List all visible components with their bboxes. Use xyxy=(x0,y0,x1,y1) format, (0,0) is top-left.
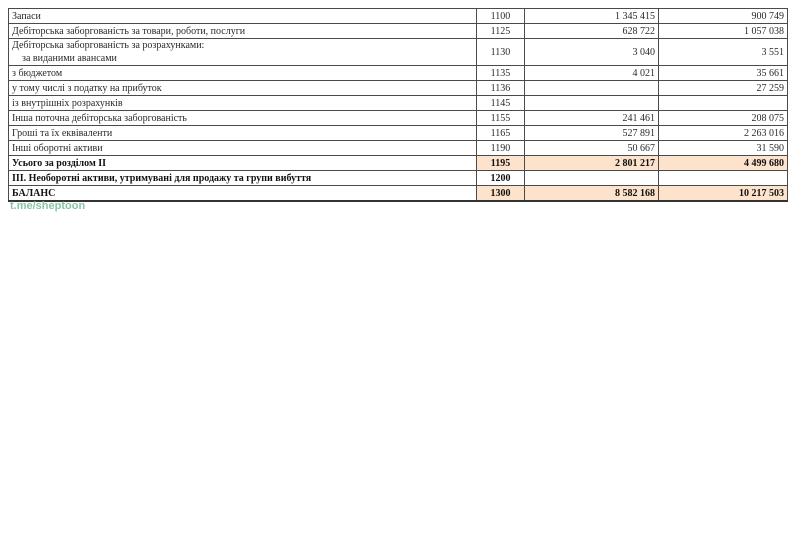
row-label: Інша поточна дебіторська заборгованість xyxy=(9,111,477,126)
row-code: 1200 xyxy=(477,171,525,186)
row-code: 1130 xyxy=(477,39,525,66)
row-value-start: 2 801 217 xyxy=(525,156,659,171)
row-label: Дебіторська заборгованість за розрахунками: xyxy=(12,40,205,51)
row-value-end: 27 259 xyxy=(659,81,788,96)
row-code: 1155 xyxy=(477,111,525,126)
row-value-start: 50 667 xyxy=(525,141,659,156)
row-value-start: 527 891 xyxy=(525,126,659,141)
row-value-start: 3 040 xyxy=(525,39,659,66)
row-value-end: 4 499 680 xyxy=(659,156,788,171)
balance-total-row xyxy=(9,186,788,202)
subtotal-row xyxy=(9,156,788,171)
row-value-end: 208 075 xyxy=(659,111,788,126)
row-value-start xyxy=(525,81,659,96)
table-row xyxy=(9,24,788,39)
table-row xyxy=(9,96,788,111)
row-value-start: 628 722 xyxy=(525,24,659,39)
row-code: 1135 xyxy=(477,66,525,81)
row-value-start: 8 582 168 xyxy=(525,186,659,202)
row-label: Запаси xyxy=(9,9,477,24)
row-code: 1190 xyxy=(477,141,525,156)
table-row xyxy=(9,39,788,66)
table-row xyxy=(9,81,788,96)
row-value-end: 1 057 038 xyxy=(659,24,788,39)
table-row xyxy=(9,9,788,24)
row-value-start xyxy=(525,171,659,186)
row-label: Інші оборотні активи xyxy=(9,141,477,156)
balance-sheet-table xyxy=(8,8,788,202)
row-code: 1165 xyxy=(477,126,525,141)
row-code: 1300 xyxy=(477,186,525,202)
watermark-text: t.me/sheptoon xyxy=(10,200,86,212)
row-label: з бюджетом xyxy=(9,66,477,81)
row-value-end xyxy=(659,96,788,111)
section-header-row xyxy=(9,171,788,186)
row-value-end: 2 263 016 xyxy=(659,126,788,141)
row-label: Дебіторська заборгованість за товари, роботи, послуги xyxy=(9,24,477,39)
row-value-end xyxy=(659,171,788,186)
row-label: Усього за розділом II xyxy=(9,156,477,171)
row-value-start: 4 021 xyxy=(525,66,659,81)
row-code: 1125 xyxy=(477,24,525,39)
row-code: 1145 xyxy=(477,96,525,111)
table-row xyxy=(9,126,788,141)
row-value-end: 31 590 xyxy=(659,141,788,156)
row-label: у тому числі з податку на прибуток xyxy=(9,81,477,96)
table-row xyxy=(9,66,788,81)
row-label: ІІІ. Необоротні активи, утримувані для продажу та групи вибуття xyxy=(9,171,477,186)
row-label: Гроші та їх еквіваленти xyxy=(9,126,477,141)
table-row xyxy=(9,141,788,156)
row-value-end: 3 551 xyxy=(659,39,788,66)
row-value-end: 10 217 503 xyxy=(659,186,788,202)
row-code: 1100 xyxy=(477,9,525,24)
row-code: 1195 xyxy=(477,156,525,171)
row-value-start: 241 461 xyxy=(525,111,659,126)
row-label-group xyxy=(9,39,477,66)
row-value-start: 1 345 415 xyxy=(525,9,659,24)
row-code: 1136 xyxy=(477,81,525,96)
row-value-start xyxy=(525,96,659,111)
row-label: БАЛАНС xyxy=(9,186,477,202)
row-label: із внутрішніх розрахунків xyxy=(9,96,477,111)
row-value-end: 35 661 xyxy=(659,66,788,81)
table-row xyxy=(9,111,788,126)
row-value-end: 900 749 xyxy=(659,9,788,24)
row-sublabel: за виданими авансами xyxy=(22,53,117,64)
